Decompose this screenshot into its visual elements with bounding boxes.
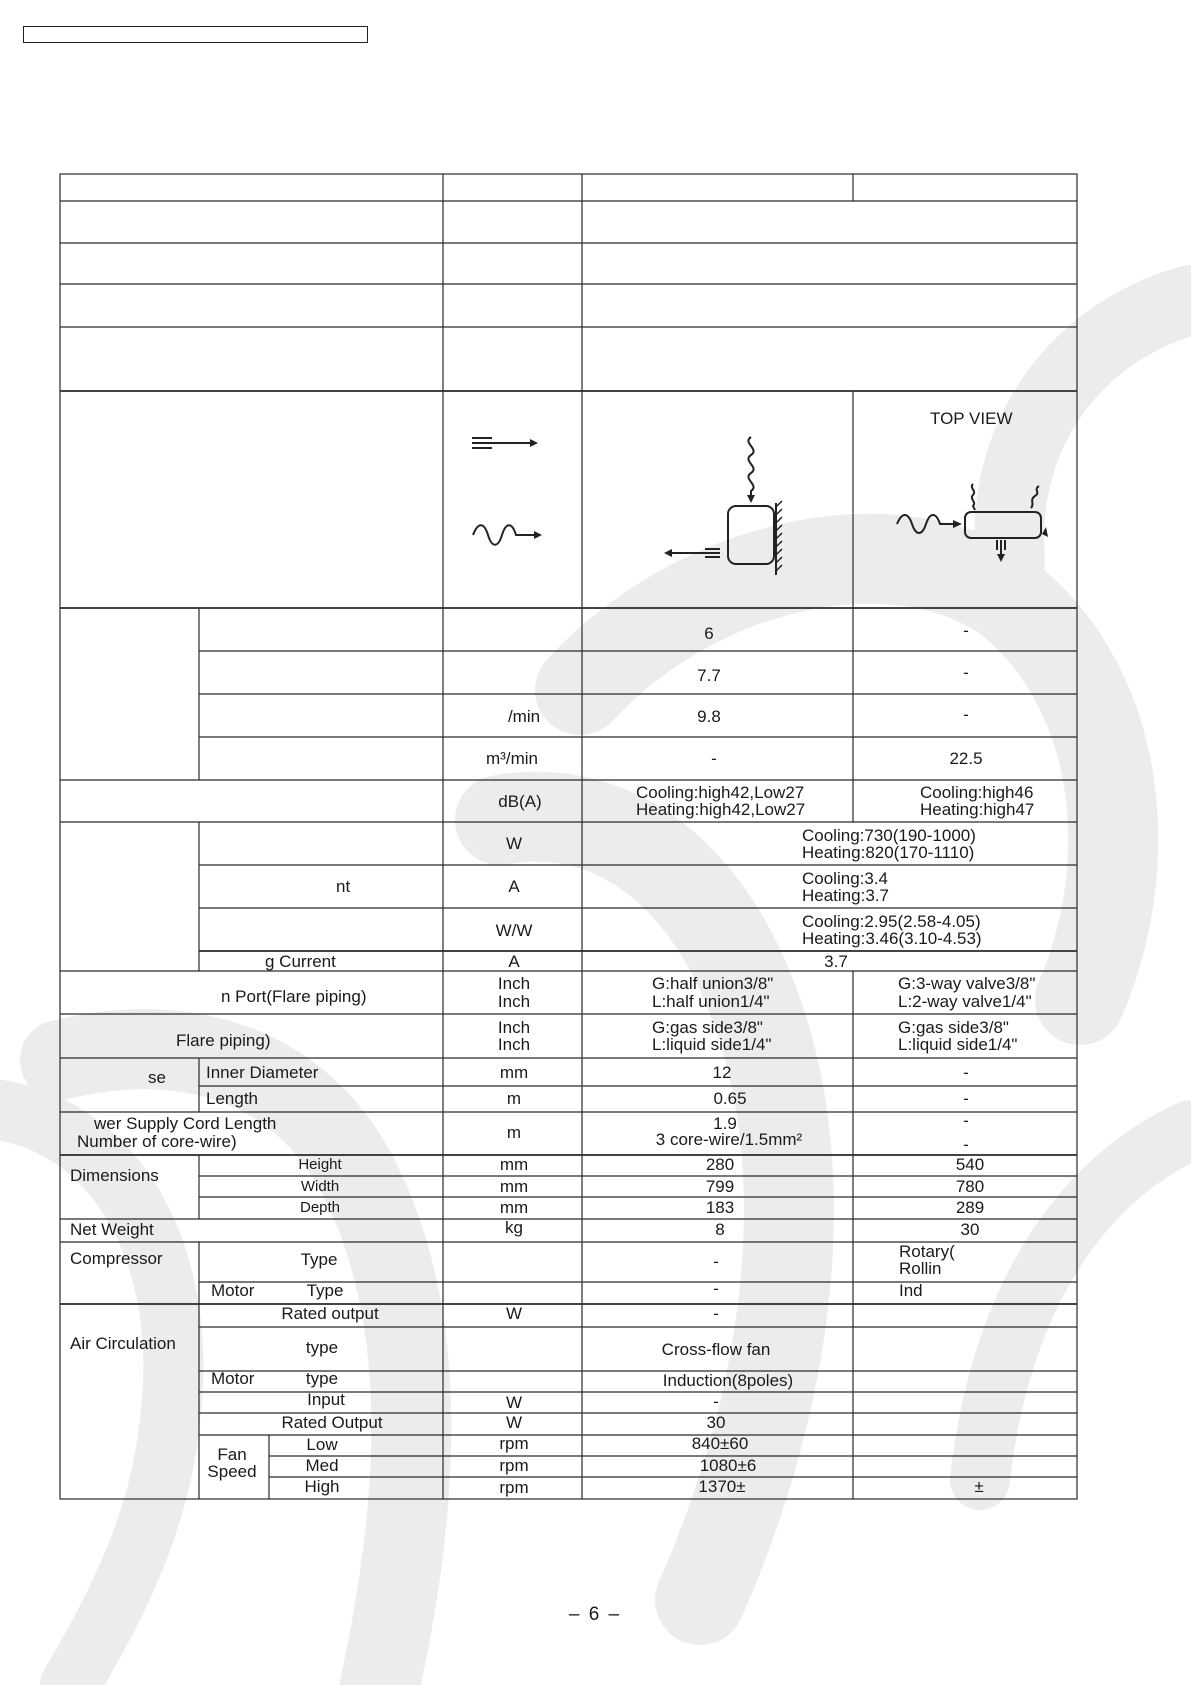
outdoor-flare-liquid: L:liquid side1/4" xyxy=(898,1035,1018,1054)
depth-label: Depth xyxy=(299,1199,341,1216)
outdoor-noise-cooling: Cooling:high46 xyxy=(920,783,1034,802)
indoor-weight: 8 xyxy=(715,1220,725,1239)
power-heating: Heating:820(170-1110) xyxy=(802,843,975,862)
unit-noise: dB(A) xyxy=(498,792,542,811)
compressor-type-label: Type xyxy=(300,1250,338,1269)
outdoor-hose-inner: - xyxy=(963,1063,969,1082)
unit-depth: mm xyxy=(499,1198,529,1217)
indoor-flare-gas: G:gas side3/8" xyxy=(652,1018,763,1037)
outdoor-cap3: - xyxy=(963,705,969,724)
indoor-compressor-motor-type: - xyxy=(713,1279,719,1298)
unit-hose-length: m xyxy=(506,1089,522,1108)
top-view-label: TOP VIEW xyxy=(930,409,1013,428)
fan-med-label: Med xyxy=(305,1456,339,1475)
unit-flare-1: Inch xyxy=(497,1018,531,1037)
compressor-motor-type-label: Type xyxy=(306,1281,344,1300)
indoor-port-gas: G:half union3/8" xyxy=(652,974,774,993)
current-label: nt xyxy=(336,877,351,896)
unit-eer: W/W xyxy=(495,921,533,940)
outdoor-flare-gas: G:gas side3/8" xyxy=(898,1018,1009,1037)
air-input-label: Input xyxy=(307,1390,345,1409)
outdoor-cord-length: - xyxy=(963,1111,969,1130)
compressor-motor-label: Motor xyxy=(211,1281,255,1300)
air-rated-label: Rated Output xyxy=(281,1413,383,1432)
dimensions-label: Dimensions xyxy=(70,1166,159,1185)
outdoor-depth: 289 xyxy=(955,1198,985,1217)
unit-weight: kg xyxy=(505,1218,523,1237)
port-label: n Port(Flare piping) xyxy=(221,987,367,1006)
cord-label-2: Number of core-wire) xyxy=(77,1132,237,1151)
outdoor-cap4: 22.5 xyxy=(949,749,983,768)
width-label: Width xyxy=(300,1178,340,1195)
outdoor-compressor-motor-type: Ind xyxy=(899,1281,923,1300)
outdoor-port-liquid: L:2-way valve1/4" xyxy=(898,992,1032,1011)
indoor-cap2: 7.7 xyxy=(697,666,721,685)
outdoor-weight: 30 xyxy=(960,1220,980,1239)
outdoor-cap2: - xyxy=(963,663,969,682)
hose-inner-label: Inner Diameter xyxy=(206,1063,319,1082)
outdoor-cord-cores: - xyxy=(963,1135,969,1154)
indoor-unit-airflow-diagram-icon xyxy=(660,435,800,580)
current-cooling: Cooling:3.4 xyxy=(802,869,889,888)
unit-compressor-rated: W xyxy=(505,1304,523,1323)
indoor-air-rated: 30 xyxy=(706,1413,726,1432)
outdoor-height: 540 xyxy=(955,1155,985,1174)
air-motor-label: Motor xyxy=(211,1369,255,1388)
hose-length-label: Length xyxy=(206,1089,258,1108)
outdoor-unit-airflow-diagram-icon xyxy=(893,482,1053,567)
unit-flare-2: Inch xyxy=(497,1035,531,1054)
indoor-cap3: 9.8 xyxy=(697,707,721,726)
indoor-cord-length: 1.9 xyxy=(713,1114,737,1133)
current-heating: Heating:3.7 xyxy=(802,886,889,905)
indoor-hose-length: 0.65 xyxy=(713,1089,747,1108)
indoor-compressor-type: - xyxy=(713,1252,719,1271)
starting-current-value: 3.7 xyxy=(824,952,848,971)
unit-air-input: W xyxy=(505,1393,523,1412)
indoor-fan-med: 1080±6 xyxy=(699,1456,757,1475)
indoor-port-liquid: L:half union1/4" xyxy=(652,992,770,1011)
indoor-fan-high: 1370± xyxy=(698,1477,746,1496)
power-cooling: Cooling:730(190-1000) xyxy=(802,826,976,845)
eer-cooling: Cooling:2.95(2.58-4.05) xyxy=(802,912,981,931)
indoor-noise-cooling: Cooling:high42,Low27 xyxy=(636,783,805,802)
indoor-cord-cores: 3 core-wire/1.5mm² xyxy=(655,1130,803,1149)
air-type-label: type xyxy=(305,1338,339,1357)
indoor-width: 799 xyxy=(705,1177,735,1196)
indoor-hose-inner: 12 xyxy=(712,1063,732,1082)
indoor-air-motor-type: Induction(8poles) xyxy=(662,1371,794,1390)
outdoor-cap1: - xyxy=(963,621,969,640)
outdoor-noise-heating: Heating:high47 xyxy=(920,800,1035,819)
unit-cord: m xyxy=(506,1123,522,1142)
indoor-compressor-rated: - xyxy=(713,1304,719,1323)
indoor-height: 280 xyxy=(705,1155,735,1174)
indoor-cap1: 6 xyxy=(704,624,714,643)
outdoor-compressor-type-1: Rotary( xyxy=(899,1242,955,1261)
indoor-noise-heating: Heating:high42,Low27 xyxy=(636,800,806,819)
starting-current-label: g Current xyxy=(265,952,336,971)
indoor-flare-liquid: L:liquid side1/4" xyxy=(652,1035,772,1054)
outdoor-port-gas: G:3-way valve3/8" xyxy=(898,974,1036,993)
fan-speed-label-1: Fan xyxy=(217,1445,247,1464)
unit-width: mm xyxy=(499,1177,529,1196)
air-motor-type-label: type xyxy=(305,1369,339,1388)
unit-starting: A xyxy=(508,952,520,971)
page-number: – 6 – xyxy=(568,1604,622,1625)
unit-hose-inner: mm xyxy=(499,1063,529,1082)
unit-air-rated: W xyxy=(505,1413,523,1432)
outdoor-hose-length: - xyxy=(963,1089,969,1108)
compressor-label: Compressor xyxy=(70,1249,163,1268)
indoor-fan-low: 840±60 xyxy=(691,1434,749,1453)
unit-power: W xyxy=(505,834,523,853)
warm-air-wave-icon xyxy=(470,522,546,548)
unit-fan-high: rpm xyxy=(499,1478,529,1497)
indoor-cap4: - xyxy=(711,749,717,768)
unit-cap3: /min xyxy=(507,707,541,726)
eer-heating: Heating:3.46(3.10-4.53) xyxy=(802,929,982,948)
cord-label-1: wer Supply Cord Length xyxy=(94,1114,277,1133)
unit-fan-med: rpm xyxy=(499,1456,529,1475)
flare-label: Flare piping) xyxy=(176,1031,271,1050)
unit-fan-low: rpm xyxy=(499,1434,529,1453)
fan-high-label: High xyxy=(304,1477,340,1496)
fan-speed-label-2: Speed xyxy=(207,1462,257,1481)
net-weight-label: Net Weight xyxy=(70,1220,154,1239)
unit-cap4: m³/min xyxy=(486,749,538,768)
outdoor-fan-high: ± xyxy=(974,1477,984,1496)
cool-air-arrow-icon xyxy=(470,434,540,452)
compressor-rated-label: Rated output xyxy=(281,1304,379,1323)
indoor-depth: 183 xyxy=(705,1198,735,1217)
height-label: Height xyxy=(298,1156,342,1173)
fan-low-label: Low xyxy=(306,1435,338,1454)
unit-port-2: Inch xyxy=(497,992,531,1011)
indoor-air-type: Cross-flow fan xyxy=(661,1340,771,1359)
air-circulation-label: Air Circulation xyxy=(70,1334,176,1353)
unit-port-1: Inch xyxy=(497,974,531,993)
indoor-air-input: - xyxy=(713,1392,719,1411)
unit-current: A xyxy=(508,877,520,896)
outdoor-width: 780 xyxy=(955,1177,985,1196)
hose-label: se xyxy=(148,1068,166,1087)
unit-height: mm xyxy=(499,1155,529,1174)
outdoor-compressor-type-2: Rollin xyxy=(899,1259,942,1278)
